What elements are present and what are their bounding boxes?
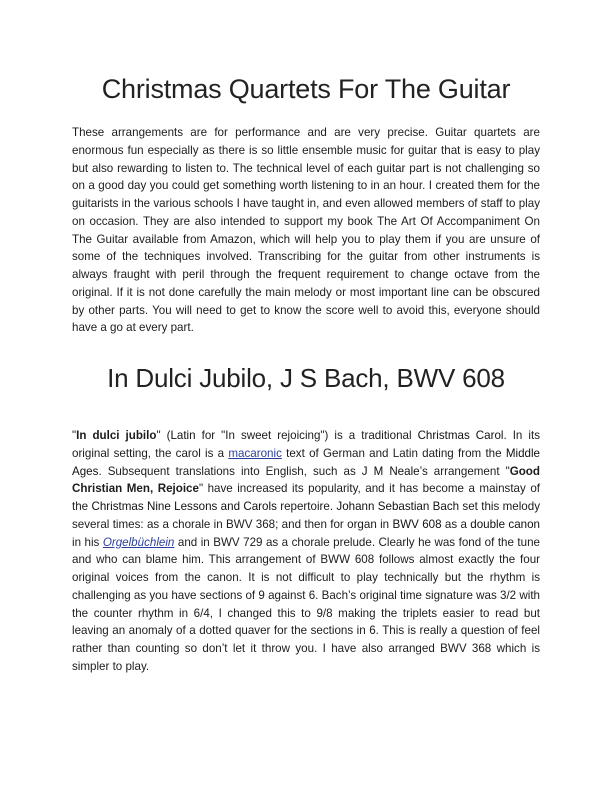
- text-span: . In its original setting, the carol is a: [72, 429, 540, 460]
- term-middle-ages: Middle Ages: [72, 446, 540, 478]
- heading-in-dulci-jubilo: In Dulci Jubilo, J S Bach, BWV 608: [107, 363, 505, 393]
- term-latin: Latin: [170, 429, 196, 442]
- term-double-canon: double canon: [470, 517, 541, 531]
- text-span: " have increased its popularity, and it has become a mainstay of the: [72, 482, 540, 513]
- link-macaronic[interactable]: macaronic: [228, 446, 282, 460]
- bold-title-good-christian-men: Good Christian Men, Rejoice: [72, 464, 540, 496]
- text-span: as a: [441, 517, 471, 531]
- text-span: ": [72, 429, 77, 442]
- text-span: . Subsequent translations into English, such as: [98, 464, 362, 478]
- term-bwv-608: BWV 608: [392, 517, 442, 531]
- text-span: for "In sweet rejoicing") is a traditional: [195, 429, 418, 442]
- text-span: " (: [156, 429, 171, 442]
- bold-title-in-dulci-jubilo: In dulci jubilo: [76, 429, 157, 442]
- heading-christmas-quartets: Christmas Quartets For The Guitar: [101, 74, 511, 104]
- link-orgelbuchlein[interactable]: Orgelbüchlein: [102, 535, 175, 549]
- in-dulci-jubilo-paragraph: [72, 427, 540, 676]
- term-johann-sebastian-bach: Johann Sebastian Bach: [336, 500, 460, 513]
- term-j-m-neale: J M Neale: [361, 464, 420, 478]
- text-span: and in BWV 729 as a chorale prelude. Clearly he was fond of the tune and who can blame him. This arrangement of BWW 608 follows almost exactly the four original voices from the canon. It is not difficult to play technically but the rhythm is challenging as you have sections of 9 against 6. Bach’s original time signature was 3/2 with the counter rhythm in 6/4, I changed this to 9/8 making the triplets easier to read but leaving an anomaly of a dotted quaver for the sections in 6. This is really a question of feel rather than counting so don’t let it throw you. I have also arranged BWV 368 which is simpler to play.: [72, 535, 540, 673]
- text-span: repertoire.: [276, 500, 337, 513]
- text-span: text of German and Latin dating from the: [281, 446, 506, 460]
- term-christmas-carol: Christmas Carol: [417, 429, 504, 442]
- intro-paragraph: These arrangements are for performance and are very precise. Guitar quartets are enormous fun especially as there is so little ensemble music for guitar that is easy to play but also rewarding to listen to. The technical level of each guitar part is not challenging so on a good day you could get something worth listening to in an hour. I created them for the guitarists in the various schools I have taught in, and even allowed members of staff to play on occasion. They are also intended to support my book The Art Of Accompaniment On The Guitar available from Amazon, which will help you to play them if you are unsure of some of the techniques involved. Transcribing for the guitar from other instruments is always fraught with peril through the frequent requirement to change octave from the original. If it is not done carefully the main melody or most important line can be obscured by other parts. You will need to get to know the score well to avoid this, everyone should have a go at every part.: [72, 126, 540, 335]
- term-nine-lessons: Christmas Nine Lessons and Carols: [91, 500, 277, 513]
- text-span: in his: [72, 535, 103, 549]
- text-span: set this melody several times: as a chorale in BWV 368; and then for organ in: [72, 500, 540, 531]
- text-span: ’s arrangement ": [419, 464, 510, 478]
